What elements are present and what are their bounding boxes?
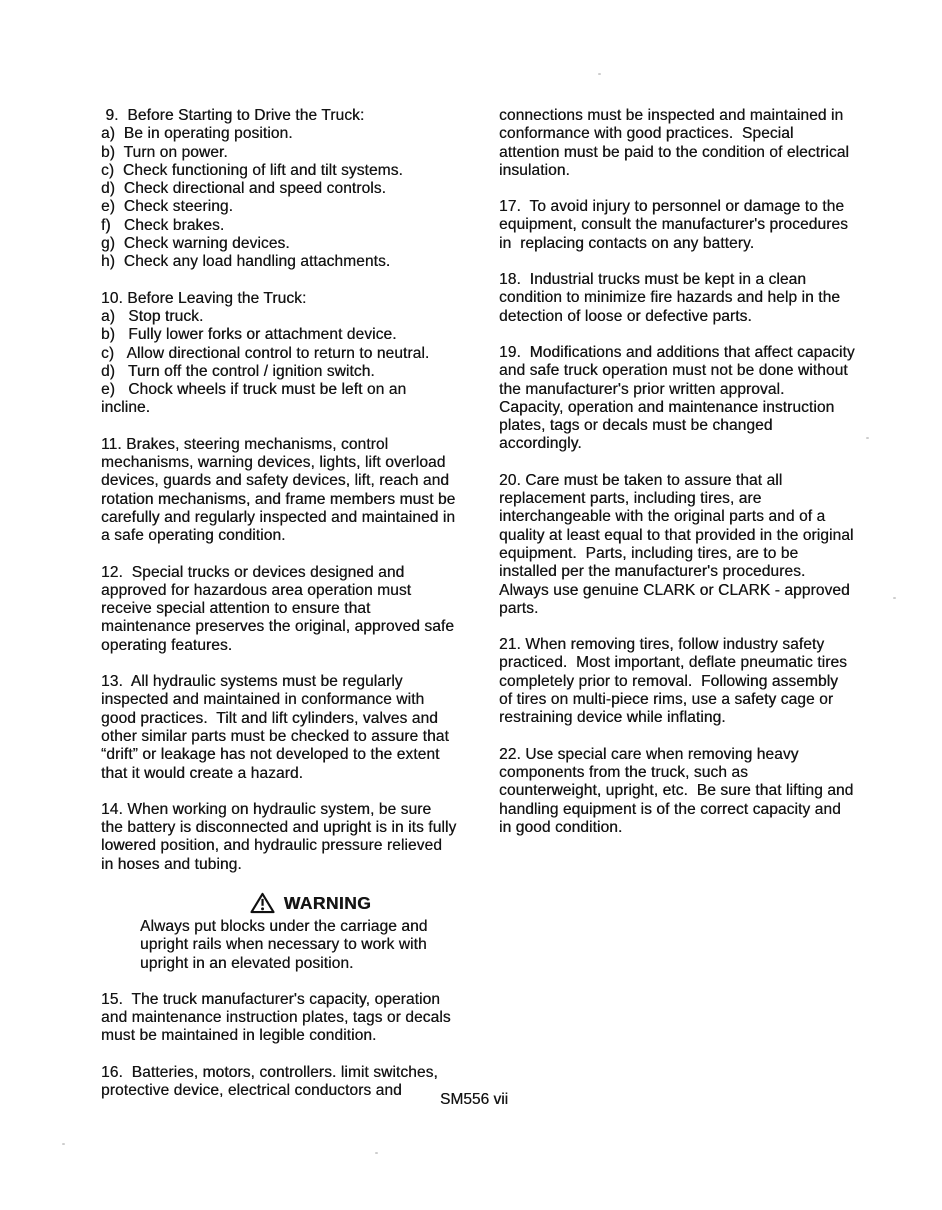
text-line: conformance with good practices. Special <box>499 125 794 143</box>
text-line: 20. Care must be taken to assure that all <box>499 471 783 489</box>
item-17 <box>499 198 894 253</box>
text-line: attention must be paid to the condition of electrical <box>499 143 849 161</box>
text-line: practiced. Most important, deflate pneumatic tires <box>499 654 847 672</box>
text-line: of tires on multi-piece rims, use a safety cage or <box>499 691 834 709</box>
text-line: equipment. Parts, including tires, are to be <box>499 544 799 562</box>
text-line: in good condition. <box>499 818 623 836</box>
text-line: that it would create a hazard. <box>101 764 304 782</box>
item-16-continued <box>499 107 894 180</box>
item-14 <box>101 801 496 874</box>
text-line: approved for hazardous area operation must <box>101 581 412 599</box>
text-line: counterweight, upright, etc. Be sure that lifting and <box>499 782 854 800</box>
scan-speck <box>62 1143 65 1145</box>
text-line: 16. Batteries, motors, controllers. limit switches, <box>101 1063 438 1081</box>
text-line: lowered position, and hydraulic pressure relieved <box>101 837 442 855</box>
text-line: the battery is disconnected and upright is in its fully <box>101 819 457 837</box>
text-line: condition to minimize fire hazards and help in the <box>499 289 841 307</box>
text-line: g) Check warning devices. <box>101 235 290 253</box>
text-line: upright in an elevated position. <box>140 954 354 972</box>
text-line: 15. The truck manufacturer's capacity, operation <box>101 990 440 1008</box>
text-line: d) Check directional and speed controls. <box>101 180 386 198</box>
text-line: Always put blocks under the carriage and <box>140 917 428 935</box>
scan-speck <box>598 73 601 75</box>
text-line: interchangeable with the original parts and of a <box>499 508 826 526</box>
page-footer: SM556 vii <box>440 1091 509 1108</box>
text-line: operating features. <box>101 636 233 654</box>
text-line: maintenance preserves the original, approved safe <box>101 618 454 636</box>
text-line: other similar parts must be checked to assure that <box>101 727 449 745</box>
text-line: 11. Brakes, steering mechanisms, control <box>101 435 389 453</box>
item-16 <box>101 1064 496 1101</box>
text-line: e) Chock wheels if truck must be left on an <box>101 381 407 399</box>
text-line: 13. All hydraulic systems must be regularly <box>101 673 403 691</box>
text-line: a safe operating condition. <box>101 527 286 545</box>
item-11 <box>101 436 496 546</box>
scan-speck <box>375 1152 378 1154</box>
text-line: installed per the manufacturer's procedures. <box>499 563 806 581</box>
text-line: the manufacturer's prior written approval. <box>499 380 785 398</box>
text-line: must be maintained in legible condition. <box>101 1027 377 1045</box>
text-line: a) Be in operating position. <box>101 125 293 143</box>
text-line: 10. Before Leaving the Truck: <box>101 289 307 307</box>
text-line: c) Allow directional control to return to neutral. <box>101 344 430 362</box>
text-line: e) Check steering. <box>101 198 233 216</box>
text-line: quality at least equal to that provided in the original <box>499 526 854 544</box>
text-line: carefully and regularly inspected and maintained in <box>101 508 456 526</box>
item-21 <box>499 636 894 727</box>
text-line: completely prior to removal. Following assembly <box>499 672 839 690</box>
text-line: inspected and maintained in conformance with <box>101 691 425 709</box>
text-line: protective device, electrical conductors and <box>101 1082 402 1100</box>
text-line: and safe truck operation must not be done without <box>499 362 848 380</box>
text-line: Capacity, operation and maintenance instruction <box>499 398 835 416</box>
item-9 <box>101 107 496 272</box>
text-line: and maintenance instruction plates, tags or decals <box>101 1009 451 1027</box>
text-line: incline. <box>101 399 151 417</box>
warning-note <box>101 892 496 973</box>
text-line: 9. Before Starting to Drive the Truck: <box>101 107 365 124</box>
text-line: upright rails when necessary to work with <box>140 936 427 954</box>
text-line: handling equipment is of the correct capacity and <box>499 800 841 818</box>
left-column <box>101 107 496 1118</box>
scan-speck <box>866 437 869 439</box>
item-20 <box>499 472 894 618</box>
text-line: 18. Industrial trucks must be kept in a clean <box>499 271 807 289</box>
text-line: connections must be inspected and maintained in <box>499 107 844 124</box>
text-line: b) Turn on power. <box>101 143 228 161</box>
text-line: in replacing contacts on any battery. <box>499 234 755 252</box>
text-line: c) Check functioning of lift and tilt systems. <box>101 161 403 179</box>
text-line: 14. When working on hydraulic system, be sure <box>101 800 432 818</box>
warning-body <box>101 918 496 973</box>
text-line: a) Stop truck. <box>101 307 204 325</box>
warning-triangle-icon <box>250 892 275 914</box>
warning-title: WARNING <box>283 892 372 913</box>
item-22 <box>499 746 894 837</box>
item-15 <box>101 991 496 1046</box>
text-line: replacement parts, including tires, are <box>499 490 762 508</box>
text-line: 17. To avoid injury to personnel or damage to the <box>499 198 845 216</box>
text-line: Always use genuine CLARK or CLARK - approved <box>499 581 850 599</box>
text-line: h) Check any load handling attachments. <box>101 253 391 271</box>
text-line: in hoses and tubing. <box>101 855 242 873</box>
item-13 <box>101 673 496 783</box>
text-line: b) Fully lower forks or attachment device. <box>101 326 397 344</box>
item-19 <box>499 344 894 454</box>
text-line: plates, tags or decals must be changed <box>499 417 773 435</box>
item-10 <box>101 290 496 418</box>
text-line: f) Check brakes. <box>101 216 225 234</box>
text-line: “drift” or leakage has not developed to the extent <box>101 746 440 764</box>
scan-speck <box>893 597 896 599</box>
text-line: equipment, consult the manufacturer's procedures <box>499 216 848 234</box>
text-line: good practices. Tilt and lift cylinders, valves and <box>101 709 438 727</box>
text-line: rotation mechanisms, and frame members must be <box>101 490 456 508</box>
text-line: d) Turn off the control / ignition switch. <box>101 362 375 380</box>
text-line: 21. When removing tires, follow industry safety <box>499 636 825 654</box>
text-line: components from the truck, such as <box>499 763 748 781</box>
text-line: 22. Use special care when removing heavy <box>499 745 799 763</box>
text-line: mechanisms, warning devices, lights, lift overload <box>101 454 446 472</box>
text-line: detection of loose or defective parts. <box>499 307 752 325</box>
text-line: accordingly. <box>499 435 582 453</box>
text-line: 12. Special trucks or devices designed and <box>101 563 405 581</box>
text-line: parts. <box>499 599 539 617</box>
warning-heading <box>125 892 496 914</box>
right-column <box>499 107 894 855</box>
text-line: insulation. <box>499 161 570 179</box>
text-line: devices, guards and safety devices, lift, reach and <box>101 472 450 490</box>
item-18 <box>499 271 894 326</box>
item-12 <box>101 564 496 655</box>
text-line: receive special attention to ensure that <box>101 600 371 618</box>
text-line: 19. Modifications and additions that affect capacity <box>499 343 855 361</box>
text-line: restraining device while inflating. <box>499 709 726 727</box>
